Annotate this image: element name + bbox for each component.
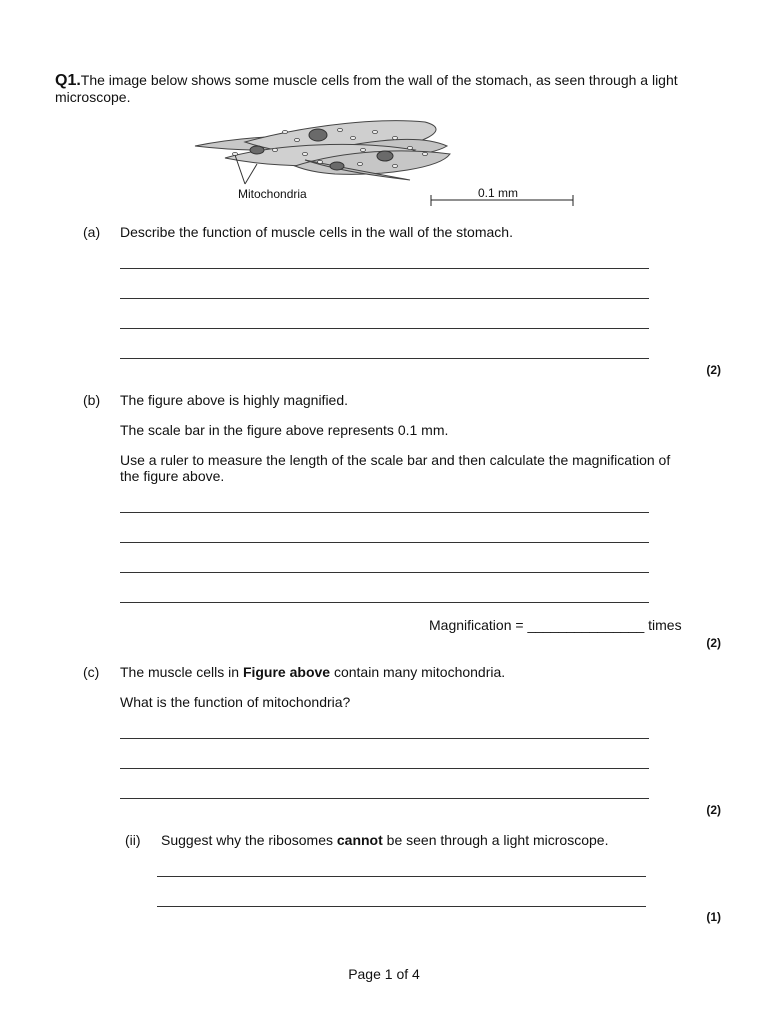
part-c-ii-text-bold: cannot <box>336 832 383 848</box>
part-c-ii-text-pre: Suggest why the ribosomes <box>161 832 337 848</box>
answer-line[interactable] <box>120 298 649 299</box>
answer-line[interactable] <box>120 358 649 359</box>
part-a-label: (a) <box>83 224 101 240</box>
part-b-line3-cont: the figure above. <box>120 468 225 484</box>
nucleus <box>377 151 393 161</box>
answer-line[interactable] <box>120 768 649 769</box>
part-c-text-post: contain many mitochondria. <box>330 664 506 680</box>
part-a-text: Describe the function of muscle cells in the wall of the stomach. <box>120 224 513 240</box>
part-b-line3-block <box>120 452 690 484</box>
part-c-text-bold: Figure above <box>242 664 331 680</box>
answer-line[interactable] <box>120 268 649 269</box>
part-b-label: (b) <box>83 392 101 408</box>
question-intro-cont: microscope. <box>55 89 131 105</box>
part-c-ii-text-post: be seen through a light microscope. <box>382 832 609 848</box>
part-b-marks: (2) <box>706 636 721 650</box>
mitochondria-pointer <box>245 164 257 184</box>
question-number: Q1. <box>55 72 81 89</box>
scale-bar-label: 0.1 mm <box>478 186 519 200</box>
nucleus <box>309 129 327 141</box>
question-intro <box>55 72 715 105</box>
answer-line[interactable] <box>120 738 649 739</box>
part-c-ii-text <box>161 832 608 848</box>
part-c-text-pre: The muscle cells in <box>120 664 243 680</box>
part-c-ii-marks: (1) <box>706 910 721 924</box>
part-b-line1: The figure above is highly magnified. <box>120 392 349 408</box>
nucleus <box>250 146 264 154</box>
part-c-question: What is the function of mitochondria? <box>120 694 351 710</box>
question-intro-text: The image below shows some muscle cells from the wall of the stomach, as seen through a light <box>80 72 678 88</box>
answer-line[interactable] <box>157 906 646 907</box>
mitochondria-label: Mitochondria <box>238 187 307 201</box>
part-b-line3: Use a ruler to measure the length of the scale bar and then calculate the magnification of <box>120 452 671 468</box>
answer-line[interactable] <box>120 572 649 573</box>
part-c-marks: (2) <box>706 803 721 817</box>
answer-line[interactable] <box>120 602 649 603</box>
magnification-blank[interactable]: _______________ <box>527 617 645 633</box>
part-c-text <box>120 664 505 680</box>
answer-line[interactable] <box>157 876 646 877</box>
answer-line[interactable] <box>120 512 649 513</box>
answer-line[interactable] <box>120 798 649 799</box>
magnification-answer <box>429 617 682 633</box>
part-a-marks: (2) <box>706 363 721 377</box>
part-c-label: (c) <box>83 664 100 680</box>
page-number: Page 1 of 4 <box>348 966 420 982</box>
answer-line[interactable] <box>120 328 649 329</box>
part-b-line2: The scale bar in the figure above represents 0.1 mm. <box>120 422 449 438</box>
nucleus <box>330 162 344 170</box>
answer-line[interactable] <box>120 542 649 543</box>
magnification-prefix: Magnification = <box>429 617 528 633</box>
magnification-suffix: times <box>648 617 682 633</box>
part-c-ii-label: (ii) <box>125 832 141 848</box>
